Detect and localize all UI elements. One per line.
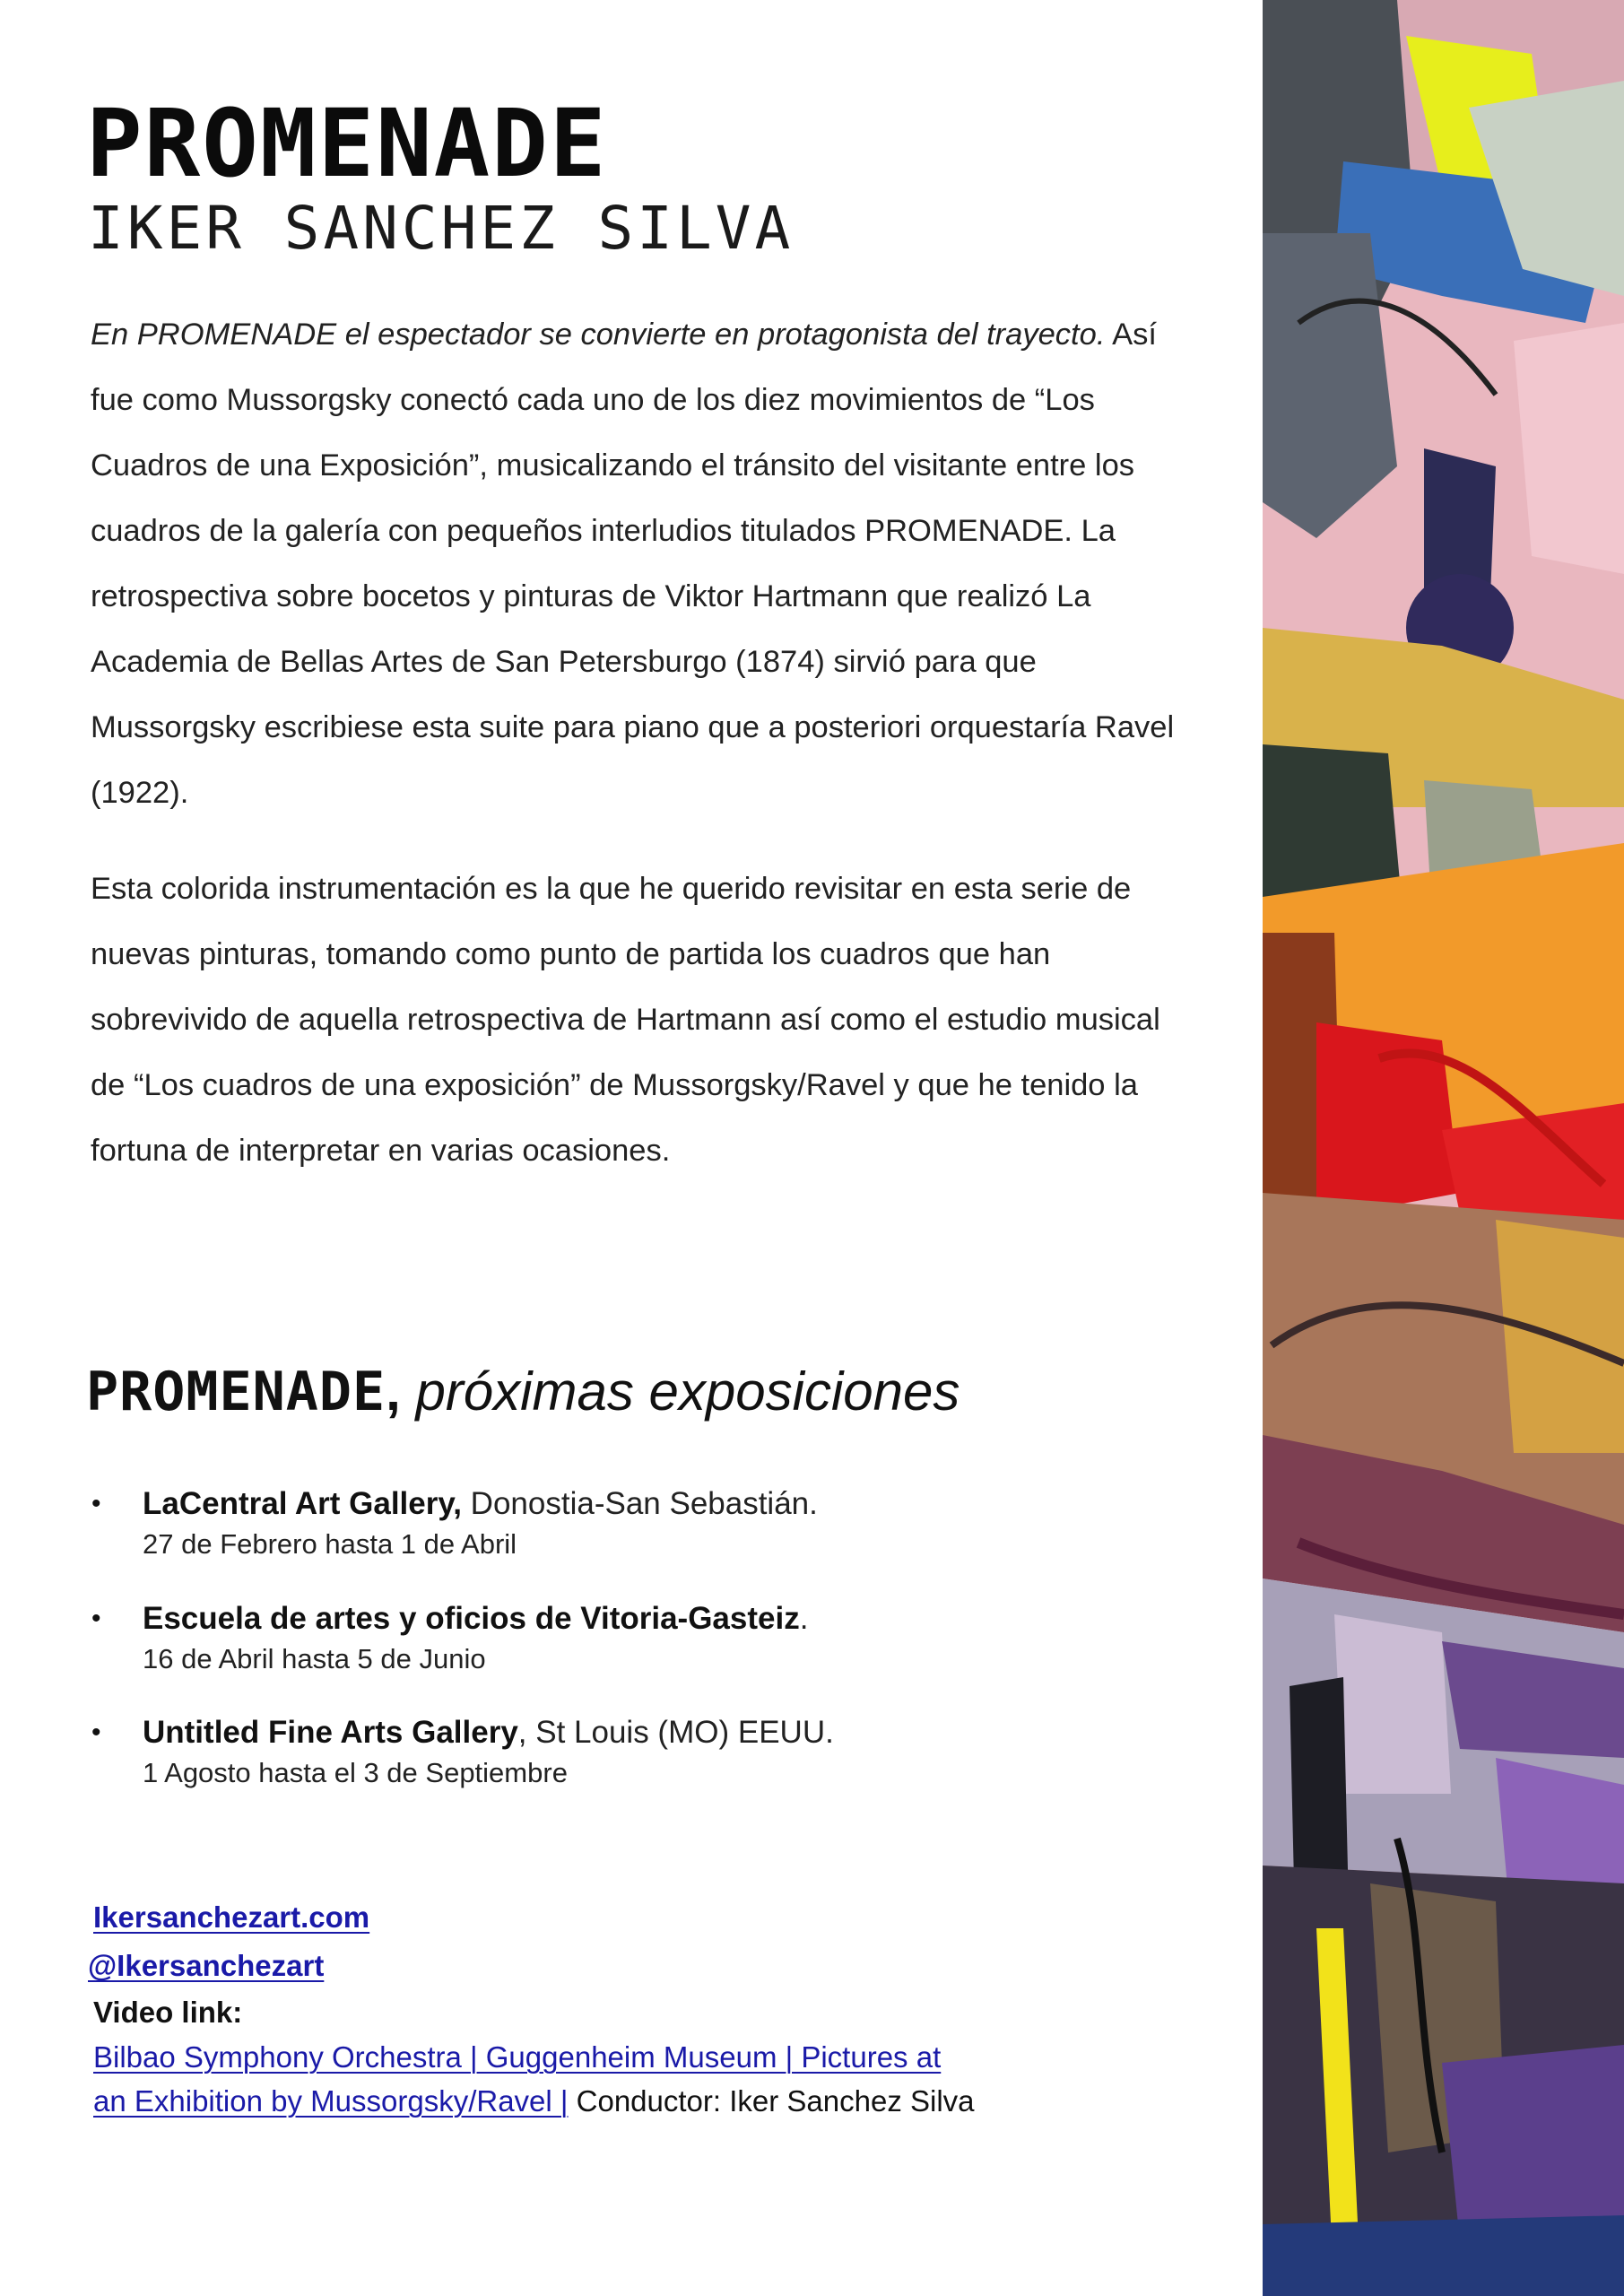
video-link-line2	[93, 2080, 975, 2123]
exhibitions-heading-subtitle: próximas exposiciones	[400, 1361, 960, 1422]
exhibition-venue-line	[143, 1710, 834, 1755]
exhibition-location: .	[799, 1601, 809, 1636]
exhibition-dates: 16 de Abril hasta 5 de Junio	[143, 1643, 486, 1674]
intro-italic-lead: En PROMENADE el espectador se convierte en protagonista del trayecto.	[91, 317, 1106, 352]
page-title: PROMENADE	[86, 89, 608, 198]
exhibition-dates: 27 de Febrero hasta 1 de Abril	[143, 1528, 517, 1560]
conductor-credit: Conductor: Iker Sanchez Silva	[568, 2084, 975, 2118]
intro-paragraph	[91, 302, 1203, 826]
video-link-continued[interactable]: an Exhibition by Mussorgsky/Ravel |	[93, 2084, 569, 2118]
abstract-painting-icon	[1263, 0, 1624, 2296]
exhibition-venue-line	[143, 1482, 818, 1526]
video-label: Video link:	[93, 1996, 243, 2029]
exhibitions-heading-comma: ,	[386, 1361, 401, 1422]
exhibition-location: Donostia-San Sebastián.	[461, 1486, 818, 1521]
exhibitions-heading-title: PROMENADE	[86, 1361, 386, 1423]
exhibition-location: , St Louis (MO) EEUU.	[517, 1715, 834, 1750]
instagram-link[interactable]: @Ikersanchezart	[88, 1949, 325, 1982]
intro-text: Así fue como Mussorgsky conectó cada uno de los diez movimientos de “Los Cuadros de una Exposición”, musicalizando el tránsito del visitante entre los cuadros de la galería con pequeños interludios titulados PROMENADE. La retrospectiva sobre bocetos y pinturas de Viktor Hartmann que realizó La Academia de Bellas Artes de San Petersburgo (1874) sirvió para que Mussorgsky escribiese esta suite para piano que a posteriori orquestaría Ravel (1922).	[91, 317, 1175, 810]
video-link[interactable]: Bilbao Symphony Orchestra | Guggenheim Museum | Pictures at	[93, 2040, 942, 2074]
exhibition-dates: 1 Agosto hasta el 3 de Septiembre	[143, 1757, 568, 1788]
exhibition-venue-line	[143, 1596, 808, 1641]
bullet-icon: •	[91, 1718, 101, 1747]
bullet-icon: •	[91, 1489, 101, 1518]
exhibition-venue: LaCentral Art Gallery,	[143, 1486, 462, 1521]
artist-name: IKER SANCHEZ SILVA	[88, 194, 795, 263]
exhibition-venue: Untitled Fine Arts Gallery	[143, 1715, 518, 1750]
website-link[interactable]: Ikersanchezart.com	[93, 1900, 370, 1934]
bullet-icon: •	[91, 1604, 101, 1633]
exhibition-venue: Escuela de artes y oficios de Vitoria-Gasteiz	[143, 1601, 800, 1636]
second-paragraph: Esta colorida instrumentación es la que he querido revisitar en esta serie de nuevas pinturas, tomando como punto de partida los cuadros que han sobrevivido de aquella retrospectiva de Hartmann así como el estudio musical de “Los cuadros de una exposición” de Mussorgsky/Ravel y que he tenido la fortuna de interpretar en varias ocasiones.	[91, 872, 1160, 1168]
exhibitions-heading	[86, 1356, 960, 1428]
